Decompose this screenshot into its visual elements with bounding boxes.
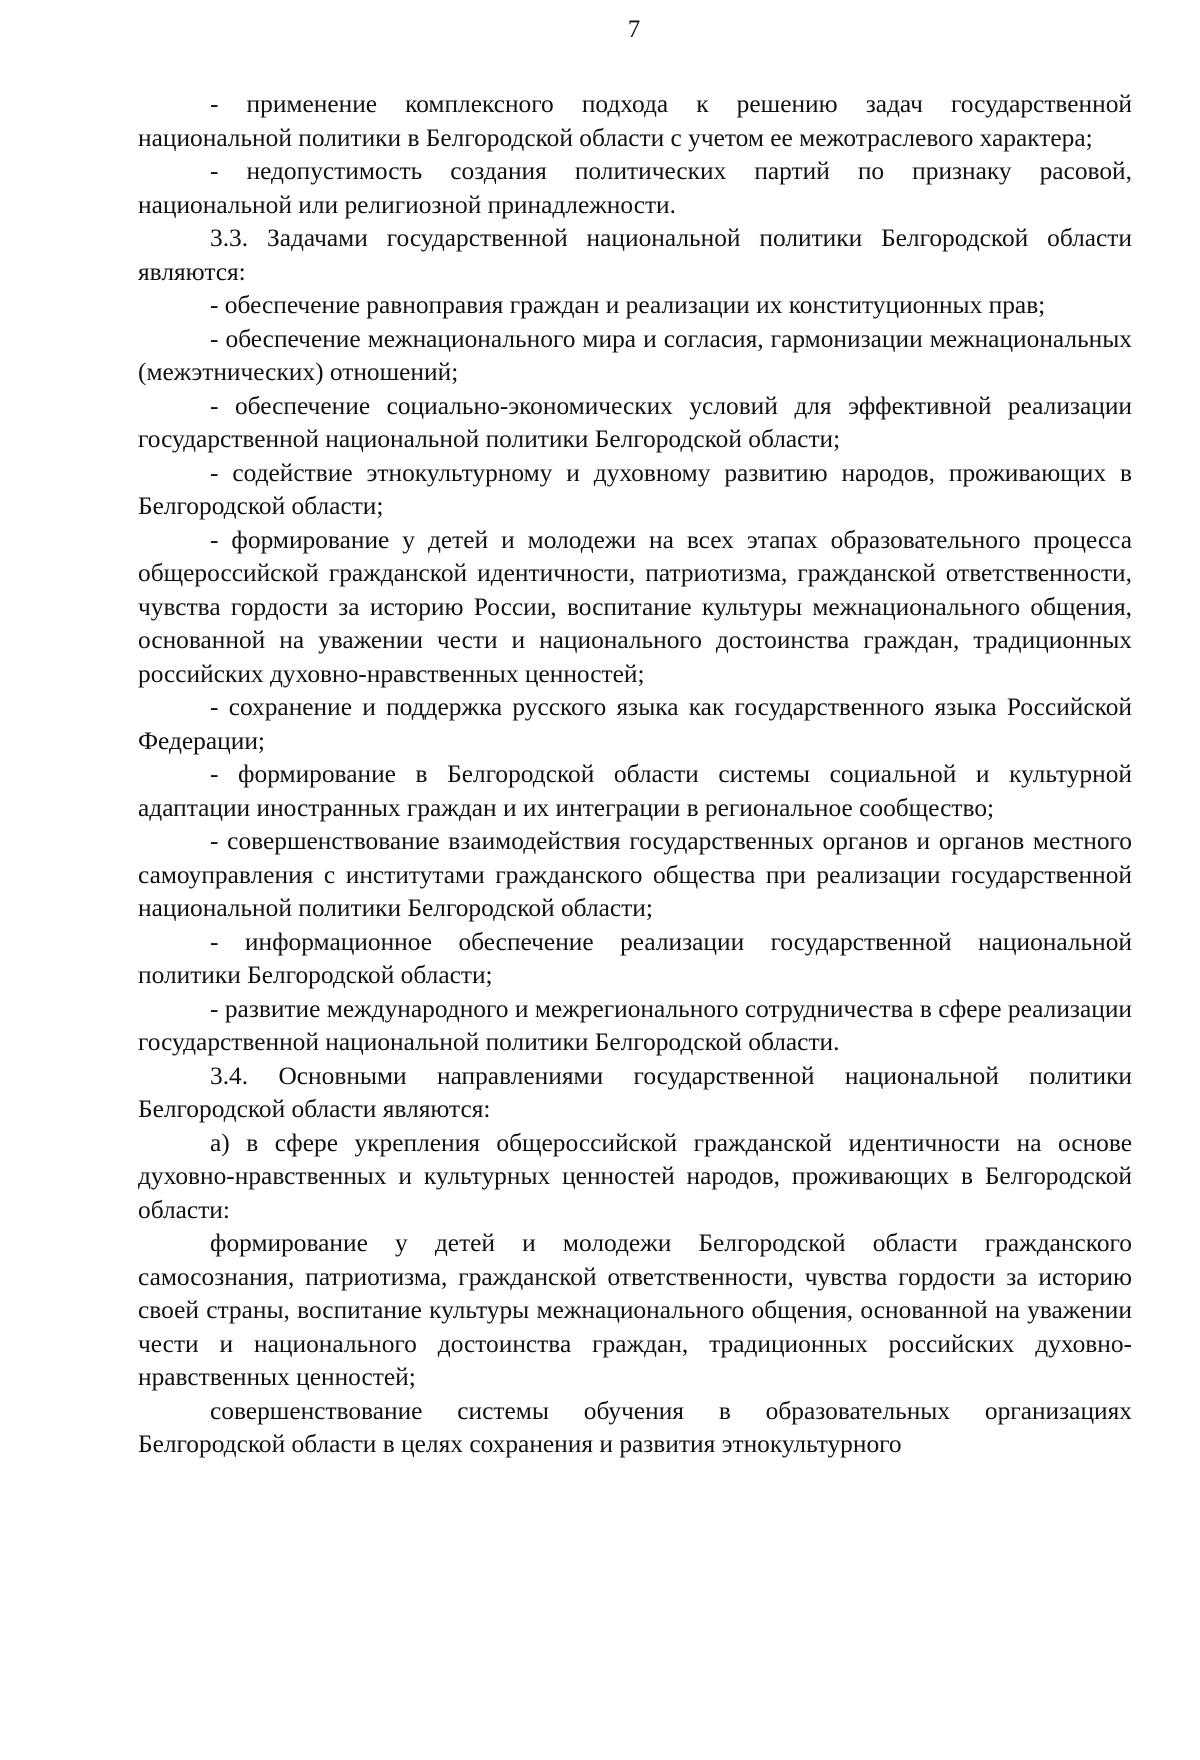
paragraph-8: - формирование у детей и молодежи на всех этапах образовательного процесса общероссийской гражданской идентичности, патриотизма, гражданской ответственности, чувства гордости за историю России, воспитание культуры межнационального общения, основанной на уважении чести и национального достоинства граждан, традиционных российских духовно-нравственных ценностей; (138, 525, 1132, 688)
paragraph-9: - сохранение и поддержка русского языка как государственного языка Российской Федерации; (138, 693, 1132, 755)
paragraph-13: - развитие международного и межрегионального сотрудничества в сфере реализации государственной национальной политики Белгородской области. (138, 994, 1132, 1056)
page-number: 7 (627, 16, 641, 43)
paragraph-12: - информационное обеспечение реализации государственной национальной политики Белгородской области; (138, 927, 1132, 989)
paragraph-5: - обеспечение межнационального мира и согласия, гармонизации межнациональных (межэтнических) отношений; (138, 324, 1132, 386)
paragraph-4: - обеспечение равноправия граждан и реализации их конституционных прав; (210, 291, 1046, 319)
paragraph-16: формирование у детей и молодежи Белгородской области гражданского самосознания, патриотизма, гражданской ответственности, чувства гордости за историю своей страны, воспитание культуры межнационального общения, основанной на уважении чести и национального достоинства граждан, традиционных российских духовно-нравственных ценностей; (138, 1229, 1132, 1391)
document-body (138, 88, 1132, 1462)
paragraph-1: - применение комплексного подхода к решению задач государственной национальной политики в Белгородской области с учетом ее межотраслевого характера; (138, 90, 1132, 152)
paragraph-3: 3.3. Задачами государственной национальной политики Белгородской области являются: (138, 224, 1132, 286)
paragraph-7: - содействие этнокультурному и духовному развитию народов, проживающих в Белгородской области; (138, 458, 1132, 520)
paragraph-14: 3.4. Основными направлениями государственной национальной политики Белгородской области являются: (138, 1061, 1132, 1123)
paragraph-15: а) в сфере укрепления общероссийской гражданской идентичности на основе духовно-нравственных и культурных ценностей народов, проживающих в Белгородской области: (138, 1128, 1132, 1224)
paragraph-10: - формирование в Белгородской области системы социальной и культурной адаптации иностранных граждан и их интеграции в региональное сообщество; (138, 760, 1132, 822)
paragraph-2: - недопустимость создания политических партий по признаку расовой, национальной или религиозной принадлежности. (138, 157, 1132, 219)
paragraph-17: совершенствование системы обучения в образовательных организациях Белгородской области в целях сохранения и развития этнокультурного (138, 1396, 1132, 1458)
paragraph-11: - совершенствование взаимодействия государственных органов и органов местного самоуправления с институтами гражданского общества при реализации государственной национальной политики Белгородской области; (138, 827, 1132, 922)
paragraph-6: - обеспечение социально-экономических условий для эффективной реализации государственной национальной политики Белгородской области; (138, 391, 1132, 453)
